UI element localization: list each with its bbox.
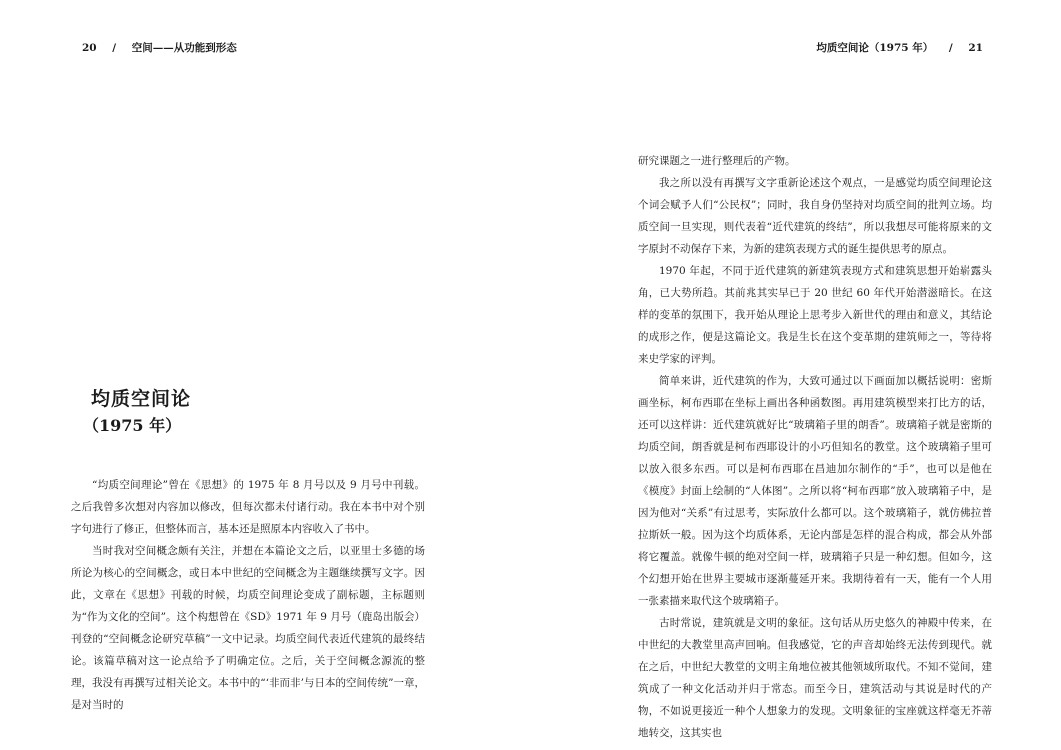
paragraph: 我之所以没有再撰写文字重新论述这个观点，一是感觉均质空间理论这个词会赋予人们“公民权”；同时，我自身仍坚持对均质空间的批判立场。均质空间一旦实现，则代表着“近代建筑的终结”，所以我想尽可能将原来的文字原封不动保存下来，为新的建筑表现方式的诞生提供思考的原点。 <box>638 177 992 255</box>
paragraph-continued: 研究课题之一进行整理后的产物。 <box>638 155 796 167</box>
left-page-number: 20 <box>82 42 97 54</box>
right-header-separator: / <box>948 42 953 54</box>
left-header-title: 空间——从功能到形态 <box>131 42 237 54</box>
left-page-body <box>71 474 425 716</box>
left-header-separator: / <box>112 42 117 54</box>
chapter-heading <box>83 386 437 438</box>
right-page-body <box>638 150 992 744</box>
right-running-header <box>816 40 983 55</box>
paragraph: “均质空间理论”曾在《思想》的 1975 年 8 月号以及 9 月号中刊载。之后我曾多次想对内容加以修改，但每次都未付诸行动。我在本书中对个别字句进行了修正，但整体而言，基本还是照原本内容收入了书中。 <box>71 479 425 535</box>
paragraph: 古时常说，建筑就是文明的象征。这句话从历史悠久的神殿中传来，在中世纪的大教堂里高声回响。但我感觉，它的声音却始终无法传到现代。就在之后，中世纪大教堂的文明主角地位被其他领域所取代。不知不觉间，建筑成了一种文化活动并归于常态。而至今日，建筑活动与其说是时代的产物，不如说更接近一种个人想象力的发现。文明象征的宝座就这样毫无芥蒂地转交，这其实也 <box>638 617 992 739</box>
chapter-title: 均质空间论 <box>91 388 192 410</box>
left-running-header <box>82 40 237 55</box>
paragraph: 当时我对空间概念颇有关注，并想在本篇论文之后，以亚里士多德的场所论为核心的空间概念，或日本中世纪的空间概念为主题继续撰写文字。因此，文章在《思想》刊载的时候，均质空间理论变成了副标题，主标题则为“作为文化的空间”。这个构想曾在《SD》1971 年 9 月号（鹿岛出版会）刊登的“空间概念论研究草稿”一文中记录。均质空间代表近代建筑的最终结论。该篇草稿对这一论点给予了明确定位。之后，关于空间概念源流的整理，我没有再撰写过相关论文。本书中的“‘非而非’与日本的空间传统”一章，是对当时的 <box>71 545 425 711</box>
right-page-number: 21 <box>968 42 983 54</box>
paragraph: 1970 年起，不同于近代建筑的新建筑表现方式和建筑思想开始崭露头角，已大势所趋。其前兆其实早已于 20 世纪 60 年代开始潜滋暗长。在这样的变革的氛围下，我开始从理论上思考步入新世代的理由和意义，其结论的成形之作，便是这篇论文。我是生长在这个变革期的建筑师之一，等待将来史学家的评判。 <box>638 265 992 365</box>
chapter-year: （1975 年） <box>83 416 182 435</box>
paragraph: 简单来讲，近代建筑的作为，大致可通过以下画面加以概括说明：密斯画坐标，柯布西耶在坐标上画出各种函数图。再用建筑模型来打比方的话，还可以这样讲：近代建筑就好比“玻璃箱子里的朗香”。玻璃箱子就是密斯的均质空间，朗香就是柯布西耶设计的小巧但知名的教堂。这个玻璃箱子里可以放入很多东西。可以是柯布西耶在昌迪加尔制作的“手”，也可以是他在《模度》封面上绘制的“人体图”。之所以将“柯布西耶”放入玻璃箱子中，是因为他对“关系”有过思考，实际放什么都可以。这个玻璃箱子，就仿佛拉普拉斯妖一般。因为这个均质体系，无论内部是怎样的混合构成，都会从外部将它覆盖。就像牛顿的绝对空间一样，玻璃箱子只是一种幻想。但如今，这个幻想开始在世界主要城市逐渐蔓延开来。我期待着有一天，能有一个人用一张素描来取代这个玻璃箱子。 <box>638 375 992 607</box>
right-header-title: 均质空间论（1975 年） <box>816 42 934 54</box>
